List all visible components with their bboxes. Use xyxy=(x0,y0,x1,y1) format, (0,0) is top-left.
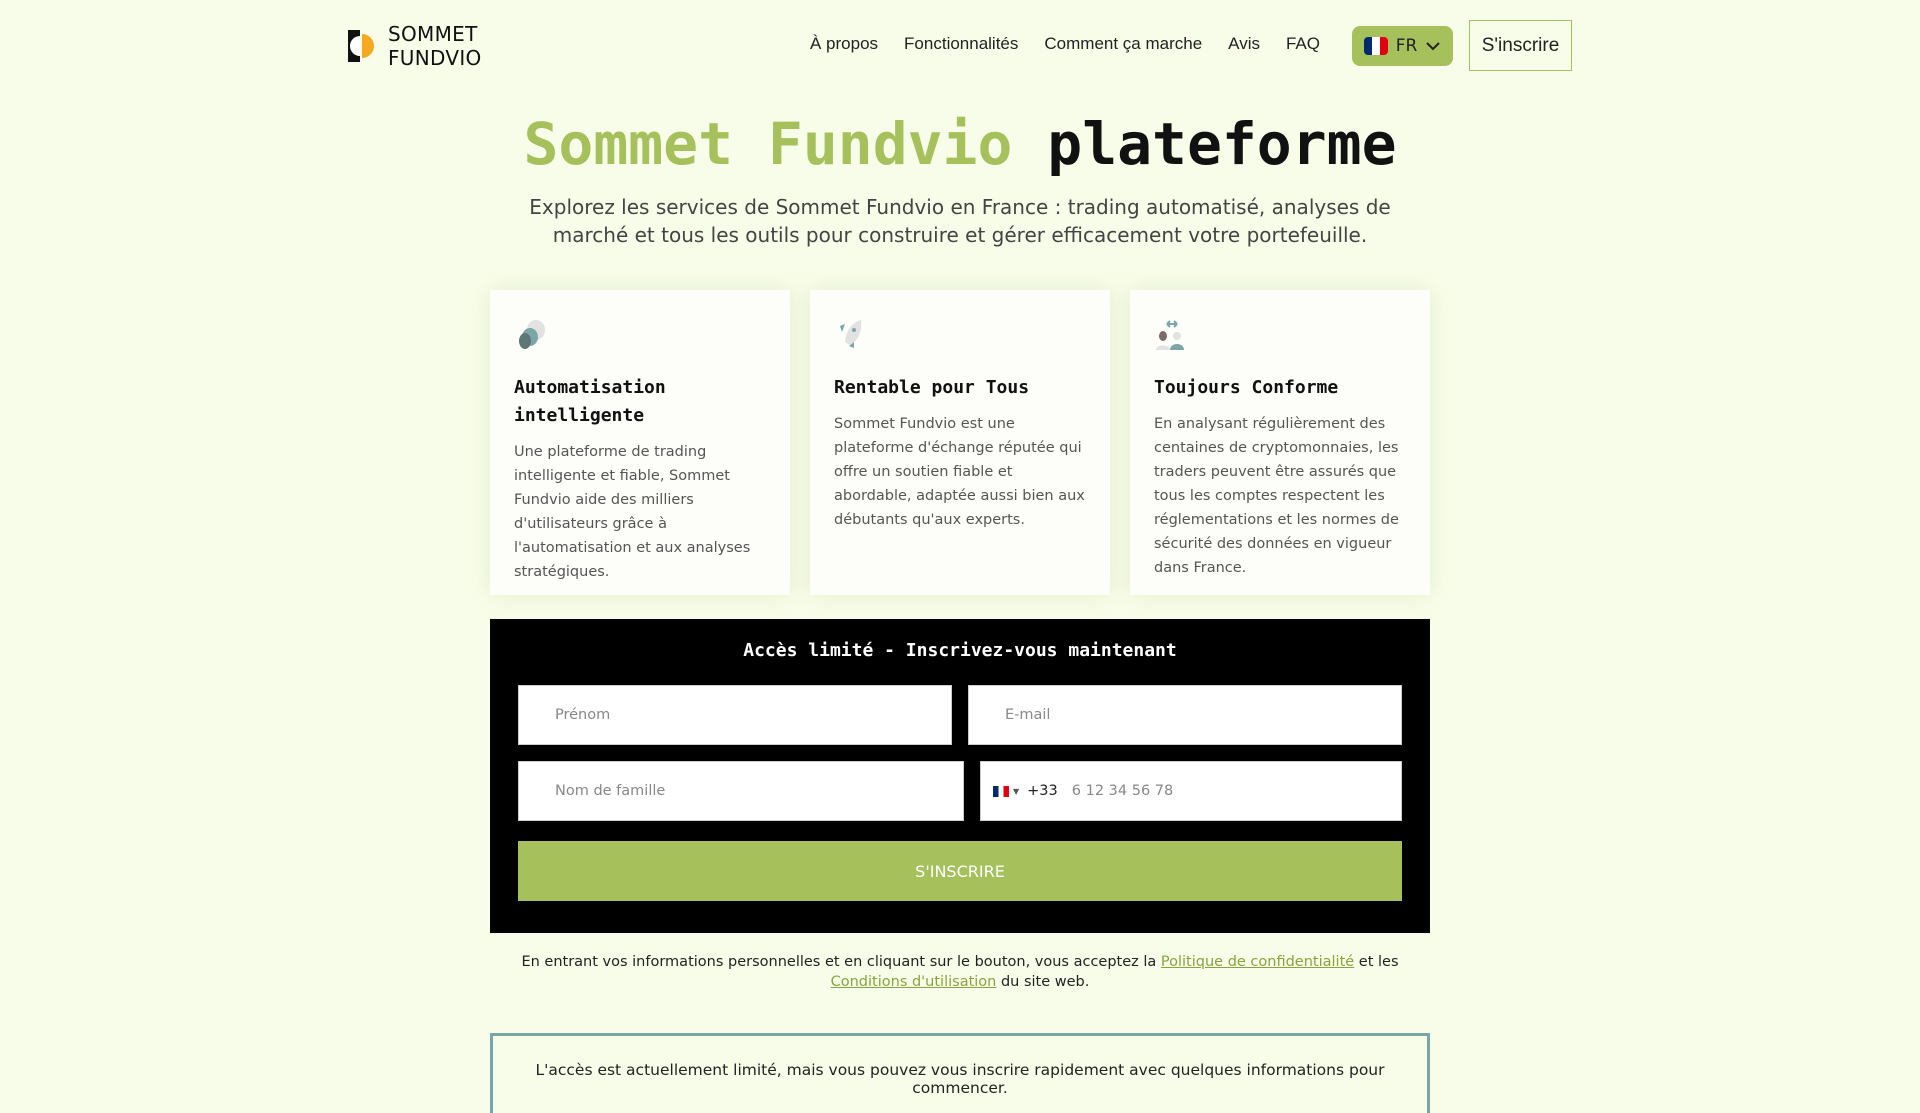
card-title: Automatisation intelligente xyxy=(514,377,666,426)
feature-card xyxy=(1130,290,1430,595)
nav-about[interactable]: À propos xyxy=(810,34,879,53)
france-flag-icon xyxy=(1364,37,1388,55)
nav-reviews[interactable]: Avis xyxy=(1228,34,1260,53)
signup-header-button[interactable]: S'inscrire xyxy=(1469,20,1572,71)
coins-icon xyxy=(514,318,548,352)
caret-down-icon: ▼ xyxy=(1013,786,1020,796)
country-selector[interactable] xyxy=(993,786,1019,797)
feature-card xyxy=(810,290,1110,595)
logo-line2: FUNDVIO xyxy=(388,46,482,70)
title-accent: Sommet Fundvio xyxy=(523,110,1013,178)
submit-button[interactable]: S'INSCRIRE xyxy=(518,841,1402,901)
card-text: En analysant régulièrement des centaines de cryptomonnaies, les traders peuvent être assurés que tous les comptes respectent les réglementations et les normes de sécurité des données en vigueur dans France. xyxy=(1154,416,1399,576)
access-note-text: L'accès est actuellement limité, mais vous pouvez vous inscrire rapidement avec quelques informations pour commencer. xyxy=(535,1061,1385,1097)
first-name-input[interactable] xyxy=(555,707,951,723)
nav-faq[interactable]: FAQ xyxy=(1285,34,1320,53)
card-title: Rentable pour Tous xyxy=(834,377,1030,398)
email-input[interactable] xyxy=(1005,707,1401,723)
rocket-icon xyxy=(834,318,868,352)
france-flag-icon xyxy=(993,786,1009,797)
chevron-down-icon xyxy=(1425,41,1441,51)
nav-how-it-works[interactable]: Comment ça marche xyxy=(1044,34,1203,53)
feature-card xyxy=(490,290,790,595)
form-heading: Accès limité - Inscrivez-vous maintenant xyxy=(743,640,1177,661)
phone-code: +33 xyxy=(1027,783,1058,799)
consent-text xyxy=(510,952,1410,992)
card-text: Une plateforme de trading intelligente et fiable, Sommet Fundvio aide des milliers d'utilisateurs grâce à l'automatisation et aux analyses stratégiques. xyxy=(514,444,751,580)
title-rest: plateforme xyxy=(1047,110,1397,178)
hero-subtitle: Explorez les services de Sommet Fundvio en France : trading automatisé, analyses de marché et tous les outils pour construire et gérer efficacement votre portefeuille. xyxy=(529,195,1391,247)
language-label: FR xyxy=(1395,36,1418,56)
nav-features[interactable]: Fonctionnalités xyxy=(904,34,1019,53)
page-title xyxy=(0,110,1920,178)
users-exchange-icon xyxy=(1154,318,1188,352)
last-name-input[interactable] xyxy=(555,783,963,799)
terms-link[interactable]: Conditions d'utilisation xyxy=(830,974,997,990)
language-selector[interactable] xyxy=(1352,26,1453,66)
card-title: Toujours Conforme xyxy=(1154,377,1339,398)
card-text: Sommet Fundvio est une plateforme d'échange réputée qui offre un soutien fiable et abordable, adaptée aussi bien aux débutants qu'aux experts. xyxy=(834,416,1085,528)
logo[interactable] xyxy=(348,22,482,70)
consent-after: du site web. xyxy=(996,974,1090,990)
logo-line1: SOMMET xyxy=(388,22,478,46)
signup-form xyxy=(490,619,1430,933)
access-note xyxy=(490,1033,1430,1113)
privacy-link[interactable]: Politique de confidentialité xyxy=(1160,954,1355,970)
logo-icon xyxy=(348,30,376,62)
consent-before: En entrant vos informations personnelles et en cliquant sur le bouton, vous acceptez la xyxy=(521,954,1161,970)
main-nav xyxy=(810,34,1320,54)
consent-middle: et les xyxy=(1354,954,1399,970)
phone-input[interactable] xyxy=(1072,783,1401,799)
